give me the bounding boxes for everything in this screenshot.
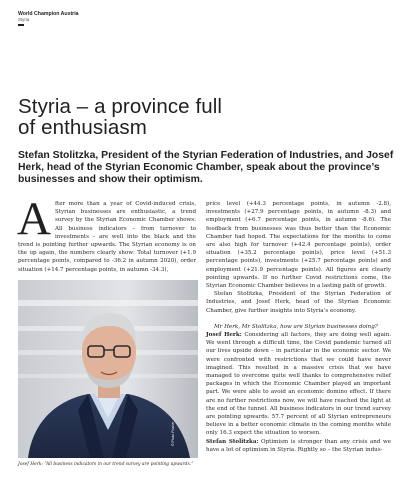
speaker-stolitzka: Stefan Stolitzka: (206, 438, 259, 445)
answer-herk-text: Considering all factors, they are doing well again. We went through a difficult time, the Covid pandemic turned all our lives upside down – in particular in the economic sector. We were confronted with restrictions that we could have never imagined. This resulted in a massive crisis that we have managed to overcome quite well thanks to comprehensive relief packages in which the Economic Chamber played an important part. We were able to avoid an economic domino effect. If there are no further restrictions now, we will have reached the light at the end of the tunnel. All business indicators in our trend survey are pointing upwards. 57.7 percent of all Styrian entrepreneurs believe in a better economic climate in the coming months while only 16.3 expect the situation to worsen. (206, 332, 391, 437)
section-name: Styria (18, 17, 30, 22)
title-line-1: Styria – a province full (18, 95, 223, 118)
right-paragraph-1: price level (+44.3 percentage points, in autumn -2.8), investments (+27.9 percentage points, in autumn -8.3) and employment (+6.7 percentage points, in autumn -8.6). The feedback from businesses was thus better than the Economic Chamber had hoped. The expectations for the months to come are also high for turnover (+42.4 percentage points), order situation (+35.2 percentage points), price level (+51.3 percentage points), investments (+25.7 percentage points) and employment (+21.9 percentage points). All figures are clearly pointing upwards. If no further Covid restrictions come, the Styrian Economic Chamber believes in a lasting path of growth. (206, 201, 391, 290)
answer-stolitzka-text: Optimism is stronger than any crisis and we have a lot of optimism in Styria. Rightly so – the Styrian indus- (206, 438, 391, 453)
article-title (18, 96, 398, 138)
photo-credit: © Photo Fischer (171, 421, 175, 446)
section-rule (18, 24, 24, 26)
answer-stolitzka (206, 438, 391, 454)
body-column-left (17, 193, 196, 274)
right-paragraph-2: Stefan Stolitzka, President of the Styrian Federation of Industries, and Josef Herk, head of the Styrian Economic Chamber, give further insights into Styria’s economy. (206, 291, 391, 314)
title-line-2: of enthusiasm (18, 116, 147, 139)
intro-text: fter more than a year of Covid-induced crisis, Styrian businesses are enthusiastic, a trend survey by the Styrian Economic Chamber shows: All business indicators – from turnover to investments – are well into the black and the trend is pointing further upwards. The Styrian economy is on the up again, the numbers clearly show: Total turnover (+1.9 percentage points, compared to -36.2 in autumn 2020), order situation (+14.7 percentage points, in autumn -34.3), (18, 201, 196, 273)
article-lead: Stefan Stolitzka, President of the Styrian Federation of Industries, and Josef Herk, head of the Styrian Economic Chamber, speak about the province’s businesses and show their optimism. (18, 150, 394, 186)
interview-question: Mr Herk, Mr Stolitzka, how are Styrian businesses doing? (214, 323, 378, 330)
running-head (18, 11, 79, 26)
body-column-right (206, 200, 391, 454)
magazine-name: World Champion Austria (18, 11, 79, 17)
photo-caption: Josef Herk: “All business indicators in our trend survey are pointing upwards.” (18, 462, 194, 467)
answer-herk (206, 331, 391, 438)
speaker-herk: Josef Herk: (206, 332, 242, 339)
drop-cap: A (17, 193, 51, 245)
intro-paragraph (17, 193, 196, 274)
